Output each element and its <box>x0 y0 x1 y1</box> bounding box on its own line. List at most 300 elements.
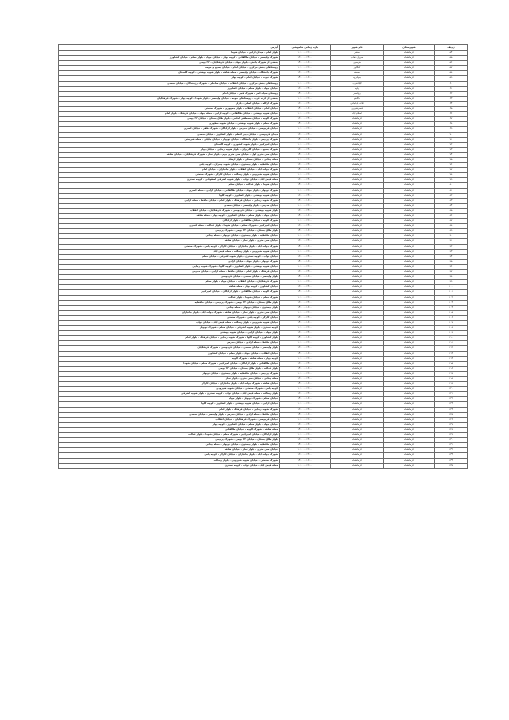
row-index: ۶۸ <box>435 122 468 127</box>
row-city: کرمانشاه <box>331 392 384 397</box>
row-city: کرمانشاه <box>331 254 384 259</box>
row-index: ۹۳ <box>435 249 468 254</box>
row-address: شهرک معلم - بلوار شهید بهشتی - خیابان شهید مطهری <box>59 122 280 127</box>
row-city: کرمانشاه <box>331 188 384 193</box>
row-index: ۶۷ <box>435 117 468 122</box>
row-city: کرمانشاه <box>331 387 384 392</box>
row-city: کرمانشاه <box>331 168 384 173</box>
row-hours: ۱۴:۰۰ - ۱۶:۰۰ <box>280 290 331 295</box>
row-city: کرمانشاه <box>331 259 384 264</box>
row-address: بخشی از کرند غرب - روستاهای حومه - خیابان ولیعصر - بلوار شهدا - کوچه بهار - شهرک فرهنگیان <box>59 96 280 101</box>
row-city: کرمانشاه <box>331 229 384 234</box>
row-index: ۹۹ <box>435 280 468 285</box>
row-city: کرمانشاه <box>331 371 384 376</box>
row-hours: ۱۰:۰۰ - ۱۲:۰۰ <box>280 402 331 407</box>
row-province: کرمانشاه <box>384 137 435 142</box>
row-address: محله چنانی - خیابان مسکن - بلوار ارشاد <box>59 157 280 162</box>
row-city: کرمانشاه <box>331 132 384 137</box>
row-province: کرمانشاه <box>384 275 435 280</box>
row-address: شهرک شهید رجایی - خیابان فرهنگ - بلوار امام - خیابان حافظ - محله آزادی <box>59 198 280 203</box>
row-index: ۸۷ <box>435 219 468 224</box>
row-address: خیابان کشاورز - کوچه بهار - محله شاهد <box>59 285 280 290</box>
row-province: کرمانشاه <box>384 443 435 448</box>
row-index: ۱۱۱ <box>435 341 468 346</box>
row-hours: ۱۲:۰۰ - ۱۴:۰۰ <box>280 315 331 320</box>
row-province: کرمانشاه <box>384 331 435 336</box>
row-hours: ۱۴:۰۰ - ۱۶:۰۰ <box>280 229 331 234</box>
row-index: ۹۸ <box>435 275 468 280</box>
row-address: خیابان امیرکبیر - بلوار شهید کشوری - کوچه گلستان <box>59 142 280 147</box>
row-address: خیابان سی متری - بلوار نماز - خیابان شاهد <box>59 448 280 453</box>
row-address: خیابان حافظیه - بلوار بیستون - خیابان نوبهار - محله چنانی <box>59 234 280 239</box>
row-hours: ۱۴:۰۰ - ۱۶:۰۰ <box>280 320 331 325</box>
row-city: کرمانشاه <box>331 407 384 412</box>
row-province: کرمانشاه <box>384 366 435 371</box>
row-hours: ۱۴:۰۰ - ۱۶:۰۰ <box>280 259 331 264</box>
row-city: کرمانشاه <box>331 173 384 178</box>
row-address: خیابان حافظیه - بلوار بیستون - خیابان شهید چمران - کوچه یاس <box>59 163 280 168</box>
row-address: خیابان فرهنگ - بلوار امام - خیابان حافظ - محله آزادی - خیابان مدرس <box>59 270 280 275</box>
row-province: کرمانشاه <box>384 264 435 269</box>
row-hours: ۱۰:۰۰ - ۱۲:۰۰ <box>280 433 331 438</box>
row-address: خیابان امیرکبیر - شهرک معلم - خیابان شهدا - بلوار عدالت - محله کسری <box>59 224 280 229</box>
row-city: جوانرود <box>331 76 384 81</box>
row-city: کرمانشاه <box>331 122 384 127</box>
row-hours: ۱۰:۰۰ - ۱۲:۰۰ <box>280 203 331 208</box>
row-province: کرمانشاه <box>384 71 435 76</box>
row-hours: ۱۴:۰۰ - ۱۶:۰۰ <box>280 275 331 280</box>
row-index: ۹۱ <box>435 239 468 244</box>
row-city: کرمانشاه <box>331 341 384 346</box>
row-city: دالاهو <box>331 96 384 101</box>
row-address: خیابان شهید شیرودی - بلوار رسالت - محله فیض آباد - خیابان نواب <box>59 320 280 325</box>
row-city: کرمانشاه <box>331 285 384 290</box>
row-address: کوچه نسترن - بلوار شهید اشرفی - خیابان معلم - شهرک نوبهار <box>59 326 280 331</box>
row-hours: ۱۲:۰۰ - ۱۴:۰۰ <box>280 438 331 443</box>
row-hours: ۱۴:۰۰ - ۱۶:۰۰ <box>280 412 331 417</box>
row-city: کرمانشاه <box>331 417 384 422</box>
row-index: ۶۴ <box>435 101 468 106</box>
row-city: کرمانشاه <box>331 320 384 325</box>
row-province: کرمانشاه <box>384 76 435 81</box>
row-hours: ۱۰:۰۰ - ۱۲:۰۰ <box>280 341 331 346</box>
row-city: کرمانشاه <box>331 198 384 203</box>
row-address: خیابان جهاد - بلوار معلم - خیابان کشاورز - کوچه بهار <box>59 422 280 427</box>
row-hours: ۱۰:۰۰ - ۱۲:۰۰ <box>280 51 331 56</box>
row-address: خیابان مدرس - بلوار ولیعصر - خیابان سعدی <box>59 203 280 208</box>
row-index: ۱۱۴ <box>435 356 468 361</box>
row-index: ۹۷ <box>435 270 468 275</box>
row-index: ۵۷ <box>435 66 468 71</box>
row-province: کرمانشاه <box>384 427 435 432</box>
row-city: کرمانشاه <box>331 438 384 443</box>
row-index: ۱۲۸ <box>435 427 468 432</box>
row-province: کرمانشاه <box>384 254 435 259</box>
row-hours: ۱۲:۰۰ - ۱۴:۰۰ <box>280 101 331 106</box>
row-index: ۷۵ <box>435 157 468 162</box>
row-province: کرمانشاه <box>384 438 435 443</box>
row-hours: ۱۲:۰۰ - ۱۴:۰۰ <box>280 147 331 152</box>
row-hours: ۱۴:۰۰ - ۱۶:۰۰ <box>280 152 331 157</box>
row-address: خیابان سی متری اول - خیابان سی متری دوم - بلوار نماز - شهرک فرهنگیان - خیابان شاهد <box>59 152 280 157</box>
row-hours: ۱۰:۰۰ - ۱۲:۰۰ <box>280 417 331 422</box>
row-address: خیابان جهاد - بلوار معلم - خیابان کشاورز <box>59 86 280 91</box>
row-city: کرمانشاه <box>331 412 384 417</box>
row-hours: ۱۲:۰۰ - ۱۴:۰۰ <box>280 361 331 366</box>
row-address: بلوار شهید بهشتی - خیابان فردوسی - شهرک فرهنگیان - خیابان انقلاب <box>59 208 280 213</box>
row-hours: ۱۲:۰۰ - ۱۴:۰۰ <box>280 239 331 244</box>
row-index: ۱۰۳ <box>435 300 468 305</box>
row-city: کرمانشاه <box>331 351 384 356</box>
row-hours: ۱۴:۰۰ - ۱۶:۰۰ <box>280 122 331 127</box>
row-address: محله فیض آباد - خیابان نواب - بلوار شهید اشرفی اصفهانی - کوچه نسترن <box>59 178 280 183</box>
row-province: کرمانشاه <box>384 86 435 91</box>
row-province: کرمانشاه <box>384 117 435 122</box>
row-address: بلوار ولیعصر - خیابان سعدی - خیابان فردوسی <box>59 275 280 280</box>
row-hours: ۱۰:۰۰ - ۱۲:۰۰ <box>280 81 331 86</box>
row-hours: ۱۴:۰۰ - ۱۶:۰۰ <box>280 351 331 356</box>
row-city: کرمانشاه <box>331 463 384 468</box>
row-index: ۱۱۰ <box>435 336 468 341</box>
row-index: ۶۲ <box>435 91 468 96</box>
row-address: خیابان فردوسی - خیابان مدرس - بلوار آزادگان - شهرک ظفر - خیابان کسری <box>59 127 280 132</box>
row-province: کرمانشاه <box>384 147 435 152</box>
row-city: کرمانشاه <box>331 295 384 300</box>
row-index: ۸۰ <box>435 183 468 188</box>
row-city: ثلاث باباجانی <box>331 101 384 106</box>
row-province: کرمانشاه <box>384 341 435 346</box>
row-city: کرمانشاه <box>331 163 384 168</box>
row-province: کرمانشاه <box>384 168 435 173</box>
row-address: شهرک معلم - خیابان شهدا - بلوار عدالت <box>59 295 280 300</box>
row-city: کرمانشاه <box>331 239 384 244</box>
row-address: خیابان معلم - شهرک نوبهار - بلوار جهاد <box>59 397 280 402</box>
row-city: پاوه <box>331 86 384 91</box>
row-city: کرمانشاه <box>331 249 384 254</box>
row-index: ۸۵ <box>435 208 468 213</box>
row-hours: ۱۴:۰۰ - ۱۶:۰۰ <box>280 91 331 96</box>
row-hours: ۱۲:۰۰ - ۱۴:۰۰ <box>280 117 331 122</box>
row-city: کرمانشاه <box>331 147 384 152</box>
row-province: کرمانشاه <box>384 315 435 320</box>
row-hours: ۱۴:۰۰ - ۱۶:۰۰ <box>280 458 331 463</box>
row-index: ۱۲۱ <box>435 392 468 397</box>
row-city: کنگاور <box>331 66 384 71</box>
row-city: کرمانشاه <box>331 310 384 315</box>
row-hours: ۱۰:۰۰ - ۱۲:۰۰ <box>280 234 331 239</box>
row-address: شهرک ازگله - خیابان اصلی - بازار <box>59 101 280 106</box>
row-index: ۱۳۲ <box>435 448 468 453</box>
row-hours: ۱۰:۰۰ - ۱۲:۰۰ <box>280 157 331 162</box>
row-city: کرمانشاه <box>331 300 384 305</box>
row-province: کرمانشاه <box>384 290 435 295</box>
row-province: کرمانشاه <box>384 463 435 468</box>
row-hours: ۱۴:۰۰ - ۱۶:۰۰ <box>280 382 331 387</box>
row-index: ۶۳ <box>435 96 468 101</box>
row-address: بلوار جهاد - خیابان آزادی - خیابان شهید بهشتی <box>59 331 280 336</box>
row-index: ۱۰۹ <box>435 331 468 336</box>
row-province: کرمانشاه <box>384 407 435 412</box>
row-index: ۱۳۵ <box>435 463 468 468</box>
row-address: محله فیض آباد - خیابان نواب - کوچه نسترن <box>59 463 280 468</box>
row-address: خیابان شهید بهشتی - خیابان طالقانی - کوچه آزادی - محله جهاد - خیابان فرهنگ - بلوار امام <box>59 112 280 117</box>
row-hours: ۱۴:۰۰ - ۱۶:۰۰ <box>280 107 331 112</box>
row-address: خیابان کارگر - کوچه یاس - شهرک صنعتی <box>59 315 280 320</box>
row-city: کرمانشاه <box>331 193 384 198</box>
row-province: کرمانشاه <box>384 295 435 300</box>
row-province: کرمانشاه <box>384 382 435 387</box>
row-hours: ۱۲:۰۰ - ۱۴:۰۰ <box>280 208 331 213</box>
table-body <box>59 51 468 469</box>
row-index: ۸۳ <box>435 198 468 203</box>
row-city: کرمانشاه <box>331 453 384 458</box>
row-hours: ۱۲:۰۰ - ۱۴:۰۰ <box>280 270 331 275</box>
row-index: ۷۴ <box>435 152 468 157</box>
row-hours: ۱۲:۰۰ - ۱۴:۰۰ <box>280 407 331 412</box>
row-province: کرمانشاه <box>384 66 435 71</box>
row-hours: ۱۲:۰۰ - ۱۴:۰۰ <box>280 331 331 336</box>
row-hours: ۱۰:۰۰ - ۱۲:۰۰ <box>280 188 331 193</box>
row-city: کرمانشاه <box>331 361 384 366</box>
row-city: کرمانشاه <box>331 208 384 213</box>
row-province: کرمانشاه <box>384 193 435 198</box>
row-province: کرمانشاه <box>384 101 435 106</box>
row-city: کرمانشاه <box>331 433 384 438</box>
row-address: بلوار طاق بستان - خیابان ۲۲ بهمن - شهرک پردیس <box>59 438 280 443</box>
row-index: ۱۰۴ <box>435 305 468 310</box>
header-address: آدرس <box>59 45 280 51</box>
row-city: کرمانشاه <box>331 178 384 183</box>
row-city: سنقر <box>331 51 384 56</box>
row-address: خیابان سی متری - بلوار نماز - خیابان شاهد - شهرک دولت آباد - بلوار جانبازان <box>59 310 280 315</box>
row-hours: ۱۴:۰۰ - ۱۶:۰۰ <box>280 61 331 66</box>
row-province: کرمانشاه <box>384 51 435 56</box>
row-hours: ۱۰:۰۰ - ۱۲:۰۰ <box>280 173 331 178</box>
row-hours: ۱۲:۰۰ - ۱۴:۰۰ <box>280 163 331 168</box>
row-city: کرمانشاه <box>331 224 384 229</box>
row-province: کرمانشاه <box>384 214 435 219</box>
row-index: ۱۰۰ <box>435 285 468 290</box>
row-city: کرمانشاه <box>331 443 384 448</box>
row-province: کرمانشاه <box>384 183 435 188</box>
row-hours: ۱۲:۰۰ - ۱۴:۰۰ <box>280 56 331 61</box>
row-address: شهرک الهیه - خیابان طالقانی - بلوار آزادگان <box>59 219 280 224</box>
row-index: ۷۲ <box>435 142 468 147</box>
row-province: کرمانشاه <box>384 356 435 361</box>
row-province: کرمانشاه <box>384 107 435 112</box>
row-address: بلوار طاق بستان - خیابان ۲۲ بهمن - شهرک پردیس - خیابان حافظیه <box>59 300 280 305</box>
row-hours: ۱۰:۰۰ - ۱۲:۰۰ <box>280 219 331 224</box>
row-city: کرمانشاه <box>331 264 384 269</box>
row-province: کرمانشاه <box>384 56 435 61</box>
row-index: ۱۲۹ <box>435 433 468 438</box>
row-hours: ۱۲:۰۰ - ۱۴:۰۰ <box>280 377 331 382</box>
row-hours: ۱۰:۰۰ - ۱۲:۰۰ <box>280 127 331 132</box>
row-hours: ۱۰:۰۰ - ۱۲:۰۰ <box>280 249 331 254</box>
row-address: خیابان شهید شیرودی - بلوار رسالت - خیابان کارگر - شهرک صنعتی <box>59 173 280 178</box>
row-address: بلوار بیستون - خیابان نوبهار - محله چنانی <box>59 305 280 310</box>
row-city: گیلانغرب <box>331 81 384 86</box>
row-address: خیابان حافظ - محله آزادی - خیابان مدرس - بلوار ولیعصر - خیابان سعدی <box>59 412 280 417</box>
row-province: کرمانشاه <box>384 96 435 101</box>
row-index: ۸۲ <box>435 193 468 198</box>
row-city: کرمانشاه <box>331 336 384 341</box>
row-hours: ۱۰:۰۰ - ۱۲:۰۰ <box>280 463 331 468</box>
row-index: ۱۱۹ <box>435 382 468 387</box>
row-index: ۱۲۳ <box>435 402 468 407</box>
row-index: ۷۸ <box>435 173 468 178</box>
row-city: کرمانشاه <box>331 142 384 147</box>
row-city: کرمانشاه <box>331 214 384 219</box>
row-province: کرمانشاه <box>384 229 435 234</box>
row-province: کرمانشاه <box>384 361 435 366</box>
row-index: ۱۱۲ <box>435 346 468 351</box>
row-address: شهرک دولت آباد - بلوار جانبازان - خیابان کارگر - کوچه یاس - شهرک صنعتی <box>59 244 280 249</box>
row-province: کرمانشاه <box>384 198 435 203</box>
row-address: خیابان شهید بهشتی - بلوار کشاورز - کوچه گلها - شهرک شهید رجایی <box>59 264 280 269</box>
row-index: ۱۳۴ <box>435 458 468 463</box>
row-city: کرمانشاه <box>331 117 384 122</box>
row-hours: ۱۰:۰۰ - ۱۲:۰۰ <box>280 387 331 392</box>
row-hours: ۱۴:۰۰ - ۱۶:۰۰ <box>280 137 331 142</box>
row-address: خیابان آزادی - خیابان شهید بهشتی - بلوار کشاورز - کوچه گلها <box>59 402 280 407</box>
row-province: کرمانشاه <box>384 412 435 417</box>
row-address: خیابان شهید بهشتی - بلوار کشاورز - کوچه گلها <box>59 193 280 198</box>
row-province: کرمانشاه <box>384 422 435 427</box>
row-city: کرمانشاه <box>331 366 384 371</box>
row-province: کرمانشاه <box>384 244 435 249</box>
row-index: ۸۶ <box>435 214 468 219</box>
row-city: کرمانشاه <box>331 448 384 453</box>
row-index: ۱۱۸ <box>435 377 468 382</box>
row-province: کرمانشاه <box>384 351 435 356</box>
outage-schedule-sheet <box>58 44 455 469</box>
row-province: کرمانشاه <box>384 402 435 407</box>
row-address: بخشی از شهرک دانش - بلوار جهاد - خیابان فرهنگیان - ۲۲ بهمن <box>59 61 280 66</box>
row-province: کرمانشاه <box>384 346 435 351</box>
row-city: قصرشیرین <box>331 107 384 112</box>
row-address: خیابان طالقانی - بلوار آزادگان - خیابان امیرکبیر - شهرک معلم - خیابان شهدا <box>59 361 280 366</box>
row-address: شهرک پردیس - خیابان حافظیه - بلوار بیستون - خیابان نوبهار <box>59 371 280 376</box>
row-city: کرمانشاه <box>331 397 384 402</box>
row-hours: ۱۰:۰۰ - ۱۲:۰۰ <box>280 356 331 361</box>
row-province: کرمانشاه <box>384 417 435 422</box>
row-province: کرمانشاه <box>384 259 435 264</box>
row-index: ۱۰۸ <box>435 326 468 331</box>
row-city: کرمانشاه <box>331 152 384 157</box>
row-index: ۱۰۱ <box>435 290 468 295</box>
row-province: کرمانشاه <box>384 234 435 239</box>
row-index: ۷۳ <box>435 147 468 152</box>
row-province: کرمانشاه <box>384 433 435 438</box>
row-index: ۱۲۰ <box>435 387 468 392</box>
row-hours: ۱۴:۰۰ - ۱۶:۰۰ <box>280 427 331 432</box>
row-hours: ۱۲:۰۰ - ۱۴:۰۰ <box>280 300 331 305</box>
row-index: ۱۳۰ <box>435 438 468 443</box>
row-city: صحنه <box>331 71 384 76</box>
row-hours: ۱۴:۰۰ - ۱۶:۰۰ <box>280 443 331 448</box>
row-index: ۵۹ <box>435 76 468 81</box>
row-address: شهرک الهیه - خیابان طالقانی - بلوار آزادگان - خیابان امیرکبیر <box>59 290 280 295</box>
row-city: کرمانشاه <box>331 356 384 361</box>
row-index: ۶۱ <box>435 86 468 91</box>
row-address: شهرک نوبهار - بلوار جهاد - خیابان آزادی <box>59 259 280 264</box>
row-city: کرمانشاه <box>331 402 384 407</box>
row-address: شهرک بسیج - خیابان گلریزان - بلوار شهید رجایی - خیابان بهار <box>59 147 280 152</box>
row-address: شهرک پردیس - بلوار دانشگاه - خیابان نوبهار - خیابان جلیلی - محله شریعتی <box>59 137 280 142</box>
row-address: خیابان فردوسی - شهرک فرهنگیان - خیابان انقلاب <box>59 417 280 422</box>
header-city: نام شهر <box>331 45 384 51</box>
row-address: خیابان شهید شیرودی - بلوار رسالت - محله فیض آباد <box>59 249 280 254</box>
row-hours: ۱۲:۰۰ - ۱۴:۰۰ <box>280 193 331 198</box>
row-address: روستاهای بخش مرکزی - خیابان امام - خیابان بسیج و حومه <box>59 66 280 71</box>
row-hours: ۱۴:۰۰ - ۱۶:۰۰ <box>280 214 331 219</box>
row-province: کرمانشاه <box>384 310 435 315</box>
row-province: کرمانشاه <box>384 320 435 325</box>
row-city: کرمانشاه <box>331 157 384 162</box>
row-address: محله شاهد - شهرک الهیه - خیابان طالقانی <box>59 427 280 432</box>
row-index: ۷۹ <box>435 178 468 183</box>
row-address: شهرک فرهنگیان - خیابان انقلاب - خیابان جهاد - بلوار معلم <box>59 280 280 285</box>
row-address: شهرک صنعتی - خیابان شهید شیرودی - بلوار رسالت <box>59 458 280 463</box>
row-hours: ۱۲:۰۰ - ۱۴:۰۰ <box>280 86 331 91</box>
row-city: کرمانشاه <box>331 377 384 382</box>
row-province: کرمانشاه <box>384 387 435 392</box>
row-hours: ۱۲:۰۰ - ۱۴:۰۰ <box>280 132 331 137</box>
row-address: بلوار کشاورز - کوچه گلها - شهرک شهید رجایی - خیابان فرهنگ - بلوار امام <box>59 336 280 341</box>
row-city: کرمانشاه <box>331 326 384 331</box>
row-index: ۱۰۲ <box>435 295 468 300</box>
row-index: ۹۰ <box>435 234 468 239</box>
row-city: سرپل ذهاب <box>331 56 384 61</box>
row-index: ۸۸ <box>435 224 468 229</box>
row-province: کرمانشاه <box>384 132 435 137</box>
row-province: کرمانشاه <box>384 208 435 213</box>
row-hours: ۱۰:۰۰ - ۱۲:۰۰ <box>280 96 331 101</box>
table-row <box>59 463 468 468</box>
row-hours: ۱۴:۰۰ - ۱۶:۰۰ <box>280 168 331 173</box>
row-province: کرمانشاه <box>384 173 435 178</box>
row-index: ۹۲ <box>435 244 468 249</box>
row-province: کرمانشاه <box>384 458 435 463</box>
row-hours: ۱۲:۰۰ - ۱۴:۰۰ <box>280 178 331 183</box>
row-index: ۱۳۳ <box>435 453 468 458</box>
row-province: کرمانشاه <box>384 377 435 382</box>
row-index: ۵۸ <box>435 71 468 76</box>
row-index: ۱۲۶ <box>435 417 468 422</box>
row-province: کرمانشاه <box>384 392 435 397</box>
row-province: کرمانشاه <box>384 300 435 305</box>
row-address: بلوار ولیعصر - خیابان سعدی - خیابان فردوسی - شهرک فرهنگیان <box>59 346 280 351</box>
row-address: خیابان نواب - کوچه نسترن - بلوار شهید اشرفی - خیابان معلم <box>59 254 280 259</box>
row-hours: ۱۴:۰۰ - ۱۶:۰۰ <box>280 198 331 203</box>
row-province: کرمانشاه <box>384 163 435 168</box>
row-index: ۷۷ <box>435 168 468 173</box>
row-index: ۱۱۵ <box>435 361 468 366</box>
row-province: کرمانشاه <box>384 326 435 331</box>
row-address: بلوار امام - میدان آزادی - خیابان شهدا <box>59 51 280 56</box>
row-index: ۱۲۷ <box>435 422 468 427</box>
row-index: ۹۴ <box>435 254 468 259</box>
row-city: کرمانشاه <box>331 137 384 142</box>
row-hours: ۱۲:۰۰ - ۱۴:۰۰ <box>280 71 331 76</box>
row-address: شهرک دولت آباد - بلوار جانبازان - خیابان کارگر - کوچه یاس <box>59 453 280 458</box>
row-hours: ۱۴:۰۰ - ۱۶:۰۰ <box>280 183 331 188</box>
row-index: ۱۱۳ <box>435 351 468 356</box>
row-hours: ۱۴:۰۰ - ۱۶:۰۰ <box>280 397 331 402</box>
row-address: بلوار آزادگان - خیابان امیرکبیر - شهرک معلم - خیابان شهدا - بلوار عدالت <box>59 433 280 438</box>
row-hours: ۱۲:۰۰ - ۱۴:۰۰ <box>280 285 331 290</box>
